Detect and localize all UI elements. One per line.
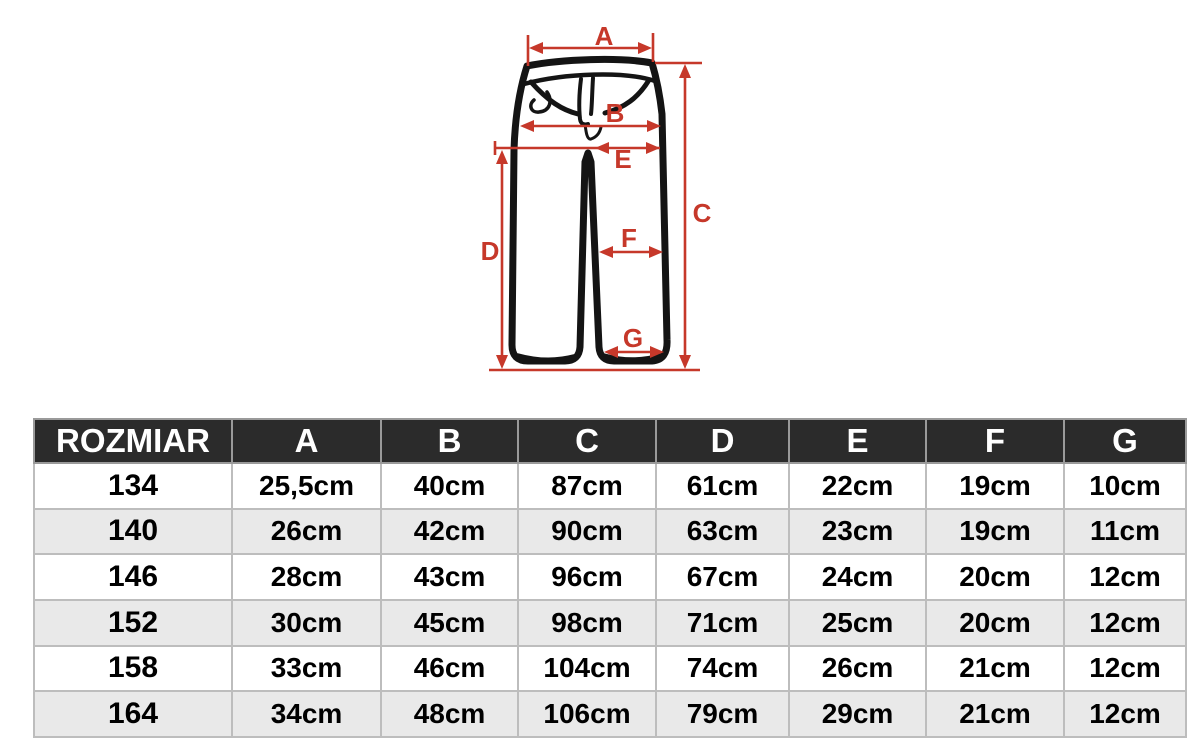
measure-d-arrow xyxy=(481,150,508,369)
header-col-g: G xyxy=(1064,419,1186,463)
cell: 90cm xyxy=(518,509,656,555)
cell: 12cm xyxy=(1064,554,1186,600)
measure-b-label: B xyxy=(605,98,625,128)
cell: 20cm xyxy=(926,600,1064,646)
cell: 43cm xyxy=(381,554,518,600)
table-header-row xyxy=(34,419,1186,463)
cell: 29cm xyxy=(789,691,926,737)
cell: 24cm xyxy=(789,554,926,600)
measure-a-label: A xyxy=(594,21,614,51)
header-col-a: A xyxy=(232,419,381,463)
cell: 67cm xyxy=(656,554,789,600)
cell: 20cm xyxy=(926,554,1064,600)
table-row xyxy=(34,554,1186,600)
cell: 28cm xyxy=(232,554,381,600)
pants-outline xyxy=(512,59,667,361)
cell: 26cm xyxy=(789,646,926,692)
measure-e-label: E xyxy=(614,144,632,174)
cell: 33cm xyxy=(232,646,381,692)
table-row xyxy=(34,463,1186,509)
cell: 71cm xyxy=(656,600,789,646)
table-row xyxy=(34,646,1186,692)
table-row xyxy=(34,600,1186,646)
cell: 48cm xyxy=(381,691,518,737)
cell: 87cm xyxy=(518,463,656,509)
size-value: 140 xyxy=(34,509,232,555)
cell: 42cm xyxy=(381,509,518,555)
measure-d-label: D xyxy=(480,236,500,266)
size-value: 152 xyxy=(34,600,232,646)
size-value: 146 xyxy=(34,554,232,600)
measure-g-label: G xyxy=(622,323,644,353)
measure-e-arrow xyxy=(495,141,660,174)
cell: 22cm xyxy=(789,463,926,509)
cell: 106cm xyxy=(518,691,656,737)
cell: 21cm xyxy=(926,646,1064,692)
waistband-line xyxy=(524,75,655,84)
header-col-d: D xyxy=(656,419,789,463)
cell: 63cm xyxy=(656,509,789,555)
cell: 12cm xyxy=(1064,646,1186,692)
table-row xyxy=(34,691,1186,737)
header-col-c: C xyxy=(518,419,656,463)
cell: 30cm xyxy=(232,600,381,646)
measure-c-label: C xyxy=(692,198,712,228)
cell: 98cm xyxy=(518,600,656,646)
cell: 26cm xyxy=(232,509,381,555)
cell: 25,5cm xyxy=(232,463,381,509)
hem-curves xyxy=(518,355,660,359)
cell: 12cm xyxy=(1064,691,1186,737)
cell: 79cm xyxy=(656,691,789,737)
cell: 12cm xyxy=(1064,600,1186,646)
cell: 21cm xyxy=(926,691,1064,737)
size-value: 158 xyxy=(34,646,232,692)
cell: 19cm xyxy=(926,509,1064,555)
cell: 46cm xyxy=(381,646,518,692)
cell: 74cm xyxy=(656,646,789,692)
cell: 61cm xyxy=(656,463,789,509)
cell: 19cm xyxy=(926,463,1064,509)
cell: 96cm xyxy=(518,554,656,600)
header-col-f: F xyxy=(926,419,1064,463)
header-col-b: B xyxy=(381,419,518,463)
table-row xyxy=(34,509,1186,555)
cell: 45cm xyxy=(381,600,518,646)
cell: 23cm xyxy=(789,509,926,555)
measure-f-arrow xyxy=(599,223,663,258)
cell: 104cm xyxy=(518,646,656,692)
fly-detail xyxy=(579,78,601,139)
measure-f-label: F xyxy=(621,223,637,253)
cell: 40cm xyxy=(381,463,518,509)
header-size: ROZMIAR xyxy=(34,419,232,463)
cell: 10cm xyxy=(1064,463,1186,509)
cell: 34cm xyxy=(232,691,381,737)
size-table-container xyxy=(33,418,1185,738)
size-value: 164 xyxy=(34,691,232,737)
cell: 25cm xyxy=(789,600,926,646)
size-value: 134 xyxy=(34,463,232,509)
size-table xyxy=(33,418,1187,738)
cell: 11cm xyxy=(1064,509,1186,555)
header-col-e: E xyxy=(789,419,926,463)
measure-g-arrow xyxy=(604,323,664,358)
